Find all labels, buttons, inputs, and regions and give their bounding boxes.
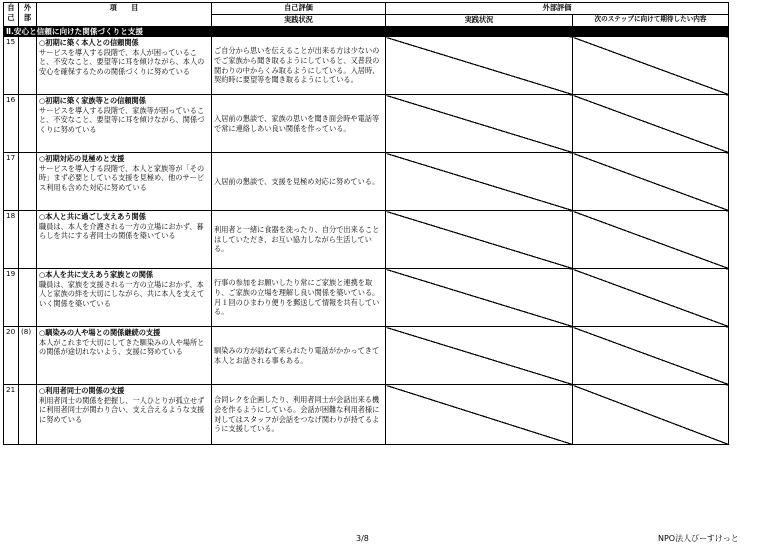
self-no-header-label: 自 己 [7,3,15,22]
ext-status-empty [386,153,573,211]
next-step-empty [573,269,729,327]
table-row [4,327,729,385]
ext-no [19,153,37,211]
item-cell [37,95,212,153]
item-desc: 利用者同士の関係を把握し、一人ひとりが孤立せずに利用者同士が関わり合い、支え合えるような支援に努めている [39,395,205,424]
table-row [4,153,729,211]
ext-no-header [19,3,37,27]
item-desc: サービスを導入する段階で、本人と家族等が「その時」まず必要としている支援を見極め、他のサービス利用も含めた対応に努めている [39,163,205,192]
item-desc: 職員は、家族を支援される一方の立場におかず、本人と家族の絆を大切にしながら、共に本人を支えていく関係を築いている [39,279,205,308]
self-no: 18 [4,211,19,269]
item-cell [37,153,212,211]
ext-status-empty [386,327,573,385]
item-desc: サービスを導入する段階で、本人が困っていること、不安なこと、要望等に耳を傾けながら、本人の安心を確保するための関係づくりに努めている [39,47,205,76]
item-header: 項 目 [37,3,212,27]
item-title: ○馴染みの人や場との関係継続の支援 [39,328,161,337]
self-status: 利用者と一緒に食器を洗ったり、自分で出来ることはしていただき、お互い協力しながら生活している。 [212,211,386,269]
next-step-empty [573,211,729,269]
table-row [4,269,729,327]
ext-no [19,95,37,153]
evaluation-table [3,2,729,445]
item-title: ○利用者同士の関係の支援 [39,386,125,395]
ext-status-empty [386,37,573,95]
ext-no: (8) [19,327,37,385]
next-step-empty [573,327,729,385]
item-cell [37,327,212,385]
item-title: ○本人を共に支えあう家族との関係 [39,270,154,279]
self-status: 馴染みの方が訪ねて来られたり電話がかかってきて本人とお話される事もある。 [212,327,386,385]
item-title: ○初期に築く本人との信頼関係 [39,38,139,47]
self-status: ご自分から思いを伝えることが出来る方は少ないのでご家族から聞き取るようにしていると、又普段の関わりの中からくみ取るようにしている。入居時、契約時に要望等を聞き取るようにしている。 [212,37,386,95]
item-cell [37,269,212,327]
next-step-empty [573,153,729,211]
self-eval-header: 自己評価 [212,3,386,15]
item-desc: サービスを導入する段階で、家族等が困っていること、不安なこと、要望等に耳を傾けながら、関係づくりに努めている [39,105,205,134]
next-step-empty [573,385,729,445]
self-no: 19 [4,269,19,327]
item-desc: 職員は、本人を介護される一方の立場におかず、暮らしを共にする者同士の関係を築いている [39,221,204,241]
item-cell [37,37,212,95]
item-desc: 本人がこれまで大切にしてきた馴染みの人や場所との関係が途切れないよう、支援に努めている [39,337,205,357]
section-title: Ⅱ.安心と信頼に向けた関係づくりと支援 [4,27,729,37]
self-no: 17 [4,153,19,211]
ext-status-empty [386,269,573,327]
ext-no [19,385,37,445]
self-no: 15 [4,37,19,95]
item-title: ○初期対応の見極めと支援 [39,154,125,163]
self-status-header: 実践状況 [212,15,386,27]
table-row [4,95,729,153]
self-no-header [4,3,19,27]
next-step-empty [573,37,729,95]
ext-status-empty [386,95,573,153]
self-status: 合同レクを企画したり、利用者同士が会話出来る機会を作るようにしている。会話が困難な利用者様に対してはスタッフが会話をつなげ関わりが持てるように支援している。 [212,385,386,445]
ext-status-header: 実践状況 [386,15,573,27]
self-status: 入居前の懇談で、支援を見極め対応に努めている。 [212,153,386,211]
organization-name: NPO法人びーすけっと [658,534,739,543]
table-row [4,385,729,445]
item-cell [37,385,212,445]
page-number: 3/8 [356,534,369,543]
item-cell [37,211,212,269]
self-no: 21 [4,385,19,445]
item-title: ○初期に築く家族等との信頼関係 [39,96,146,105]
ext-no [19,37,37,95]
table-row [4,211,729,269]
ext-no-header-label: 外 部 [23,3,32,22]
ext-no [19,269,37,327]
item-title: ○本人と共に過ごし支えあう関係 [39,212,146,221]
self-no: 16 [4,95,19,153]
self-status: 入居前の懇談で、家族の思いを聞き面会時や電話等で常に連絡しあい良い関係を作っている。 [212,95,386,153]
ext-status-empty [386,211,573,269]
self-no: 20 [4,327,19,385]
ext-status-empty [386,385,573,445]
ext-no [19,211,37,269]
table-row [4,37,729,95]
next-step-header: 次のステップに向けて期待したい内容 [573,15,729,27]
next-step-empty [573,95,729,153]
ext-eval-header: 外部評価 [386,3,729,15]
self-status: 行事の参加をお願いしたり常にご家族と連携を取り、ご家族の立場を理解し良い関係を築いている。月１回のひまわり便りを郵送して情報を共有している。 [212,269,386,327]
